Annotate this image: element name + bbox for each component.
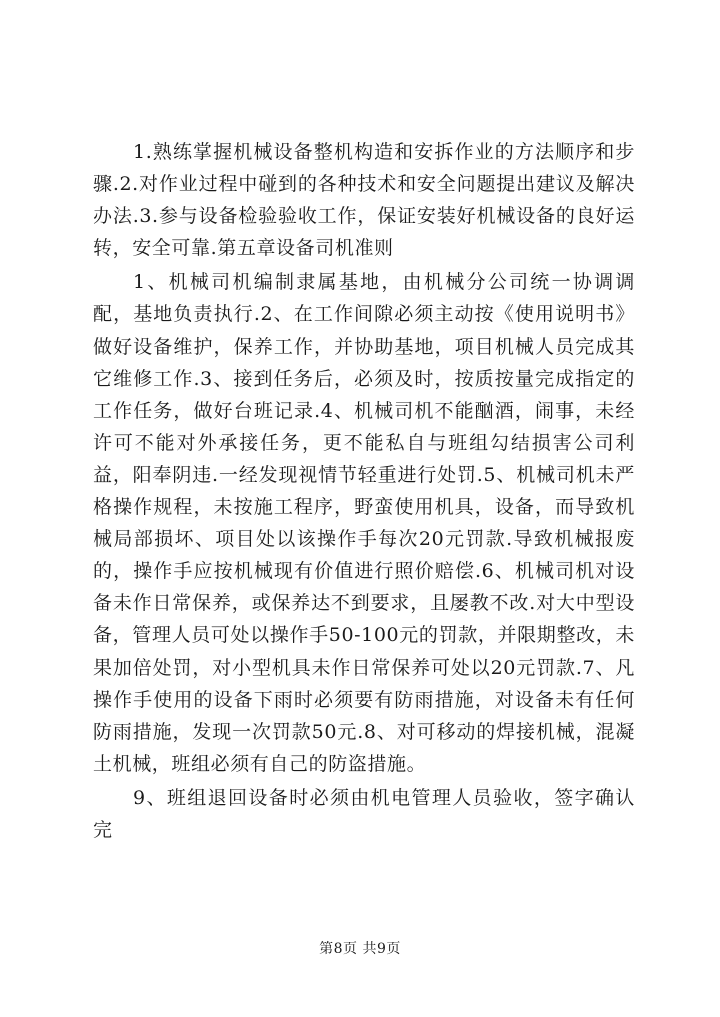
document-body [93, 136, 635, 846]
page-number-footer: 第8页 共9页 [319, 941, 401, 957]
paragraph-operator-duties: 1.熟练掌握机械设备整机构造和安拆作业的方法顺序和步骤.2.对作业过程中碰到的各种技术和安全问题提出建议及解决办法.3.参与设备检验验收工作，保证安装好机械设备的良好运转，安全可靠.第五章设备司机准则 [93, 141, 635, 260]
paragraph-driver-rules: 1、机械司机编制隶属基地，由机械分公司统一协调调配，基地负责执行.2、在工作间隙必须主动按《使用说明书》做好设备维护，保养工作，并协助基地，项目机械人员完成其它维修工作.3、接到任务后，必须及时，按质按量完成指定的工作任务，做好台班记录.4、机械司机不能酗酒，闹事，未经许可不能对外承接任务，更不能私自与班组勾结损害公司利益，阳奉阴违.一经发现视情节轻重进行处罚.5、机械司机未严格操作规程，未按施工程序，野蛮使用机具，设备，而导致机械局部损坏、项目处以该操作手每次20元罚款.导致机械报废的，操作手应按机械现有价值进行照价赔偿.6、机械司机对设备未作日常保养，或保养达不到要求，且屡教不改.对大中型设备，管理人员可处以操作手50-100元的罚款，并限期整改，未果加倍处罚，对小型机具未作日常保养可处以20元罚款.7、凡操作手使用的设备下雨时必须要有防雨措施，对设备未有任何防雨措施，发现一次罚款50元.8、对可移动的焊接机械，混凝土机械，班组必须有自己的防盗措施。 [93, 271, 635, 775]
paragraph-equipment-return: 9、班组退回设备时必须由机电管理人员验收，签字确认完 [93, 786, 635, 841]
